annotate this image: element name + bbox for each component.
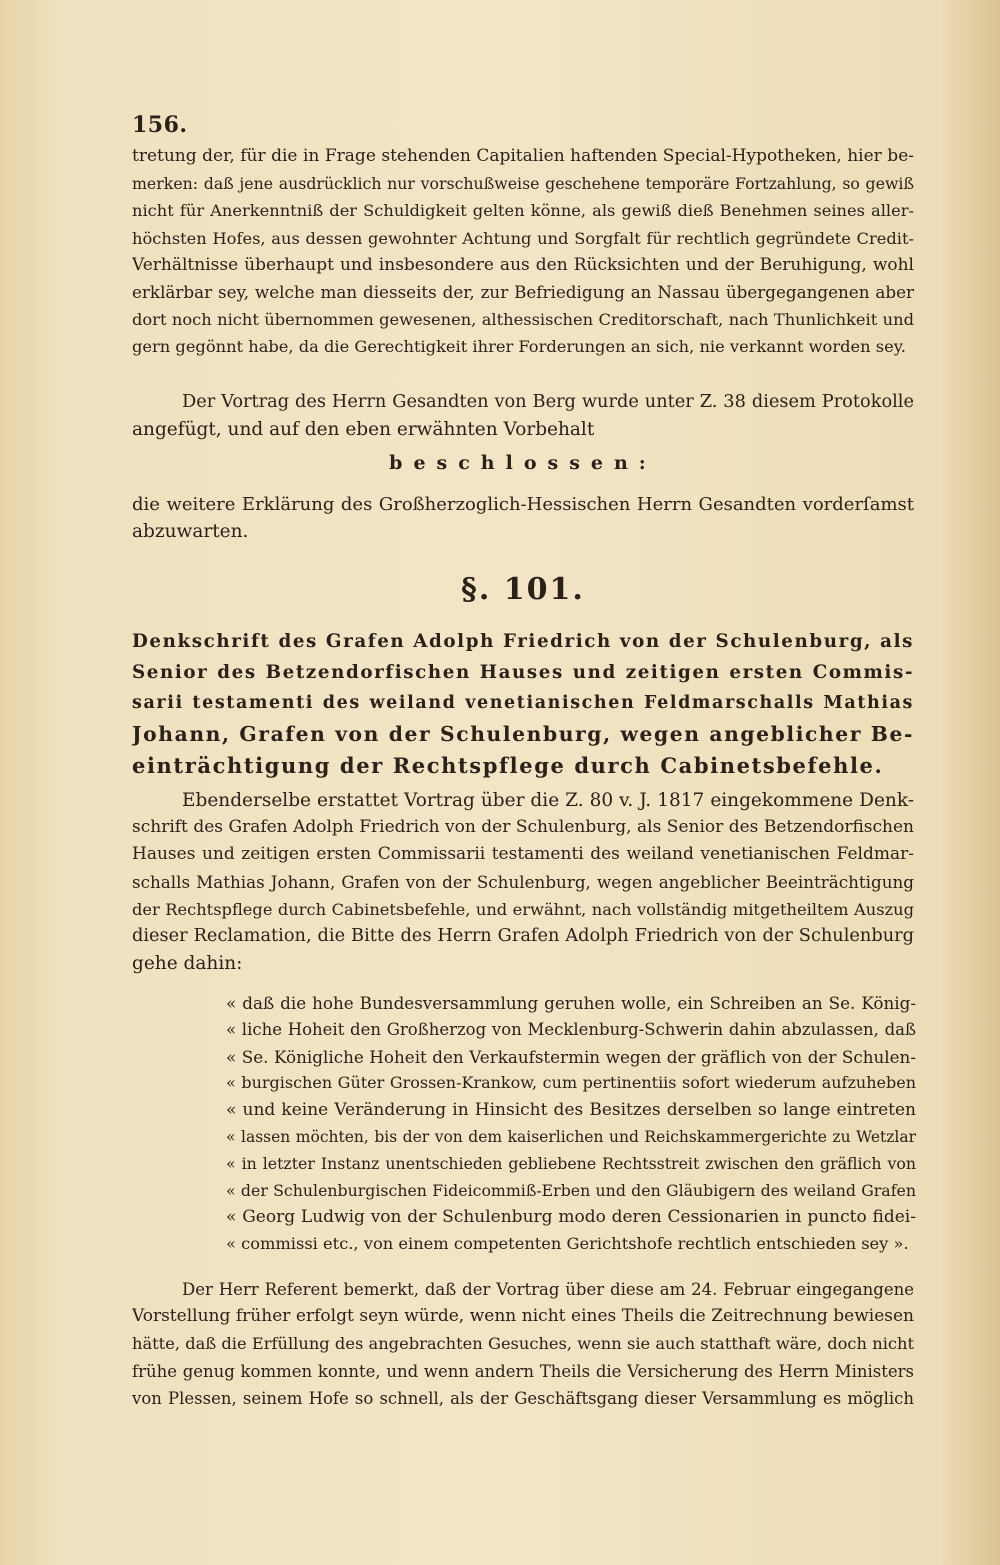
quote-line: « burgischen Güter Grossen-Krankow, cum pertinentiis sofort wiederum aufzuheben	[226, 1073, 916, 1093]
heading-line: Johann, Grafen von der Schulenburg, wegen angeblicher Be-	[132, 722, 914, 746]
text-line: schalls Mathias Johann, Grafen von der Schulenburg, wegen angeblicher Beeinträchtigung	[132, 871, 914, 892]
heading-line: einträchtigung der Rechtspflege durch Cabinetsbefehle.	[132, 753, 884, 778]
text-line: Vorstellung früher erfolgt seyn würde, wenn nicht eines Theils die Zeitrechnung bewiesen	[132, 1306, 914, 1327]
text-line: Verhältnisse überhaupt und insbesondere aus den Rücksichten und der Beruhigung, wohl	[132, 254, 914, 275]
text-line: Der Vortrag des Herrn Gesandten von Berg wurde unter Z. 38 diesem Protokolle	[182, 392, 914, 412]
text-line: gern gegönnt habe, da die Gerechtigkeit ihrer Forderungen an sich, nie verkannt worden sey.	[132, 337, 906, 357]
paragraph-resolution	[132, 491, 914, 545]
paragraph-continuation	[132, 143, 914, 361]
text-line: dort noch nicht übernommen gewesenen, althessischen Creditorschaft, nach Thunlichkeit und	[132, 310, 914, 330]
section-number: §. 101.	[461, 572, 585, 607]
text-line: merken: daß jene ausdrücklich nur vorschußweise geschehene temporäre Fortzahlung, so gewiß	[132, 174, 914, 194]
text-line: nicht für Anerkenntniß der Schuldigkeit gelten könne, als gewiß dieß Benehmen seines aller-	[132, 201, 914, 221]
paragraph-protocol	[132, 389, 914, 443]
text-line: hätte, daß die Erfüllung des angebrachten Gesuches, wenn sie auch statthaft wäre, doch nicht	[132, 1334, 914, 1354]
heading-line: Senior des Betzendorfischen Hauses und zeitigen ersten Commis-	[132, 662, 914, 683]
page-number: 156.	[132, 112, 188, 138]
text-line: gehe dahin:	[132, 953, 243, 975]
quote-line: « in letzter Instanz unentschieden gebliebene Rechtsstreit zwischen den gräflich von	[226, 1153, 916, 1173]
heading-line: Denkschrift des Grafen Adolph Friedrich von der Schulenburg, als	[132, 631, 914, 652]
text-line: Hauses und zeitigen ersten Commissarii testamenti des weiland venetianischen Feldmar-	[132, 844, 914, 865]
text-line: von Plessen, seinem Hofe so schnell, als der Geschäftsgang dieser Versammlung es möglich	[132, 1388, 914, 1408]
paragraph-referent	[132, 1276, 914, 1412]
quote-line: « liche Hoheit den Großherzog von Mecklenburg-Schwerin dahin abzulassen, daß	[226, 1019, 916, 1039]
text-line: schrift des Grafen Adolph Friedrich von der Schulenburg, als Senior des Betzendorfischen	[132, 817, 914, 838]
heading-line: sarii testamenti des weiland venetianischen Feldmarschalls Mathias	[132, 693, 914, 713]
quote-line: « daß die hohe Bundesversammlung geruhen wolle, ein Schreiben an Se. König-	[226, 993, 916, 1013]
text-line: tretung der, für die in Frage stehenden Capitalien haftenden Special-Hypotheken, hier be-	[132, 146, 914, 166]
text-line: Ebenderselbe erstattet Vortrag über die Z. 80 v. J. 1817 eingekommene Denk-	[182, 790, 914, 811]
quote-line: « lassen möchten, bis der von dem kaiserlichen und Reichskammergerichte zu Wetzlar	[226, 1127, 916, 1146]
text-line: dieser Reclamation, die Bitte des Herrn Grafen Adolph Friedrich von der Schulenburg	[132, 926, 914, 947]
text-line: frühe genug kommen konnte, und wenn andern Theils die Versicherung des Herrn Ministers	[132, 1361, 914, 1381]
quote-line: « Se. Königliche Hoheit den Verkaufstermin wegen der gräflich von der Schulen-	[226, 1046, 916, 1067]
text-line: Der Herr Referent bemerkt, daß der Vortrag über diese am 24. Februar eingegangene	[182, 1280, 914, 1299]
quote-line: « und keine Veränderung in Hinsicht des Besitzes derselben so lange eintreten	[226, 1100, 916, 1121]
quote-line: « Georg Ludwig von der Schulenburg modo deren Cessionarien in puncto fidei-	[226, 1207, 916, 1228]
text-line: höchsten Hofes, aus dessen gewohnter Achtung und Sorgfalt für rechtlich gegründete Credit-	[132, 228, 914, 248]
quote-line: « der Schulenburgischen Fideicommiß-Erben und den Gläubigern des weiland Grafen	[226, 1180, 916, 1200]
section-heading	[132, 626, 914, 781]
text-line: die weitere Erklärung des Großherzoglich-Hessischen Herrn Gesandten vorderſamst	[132, 494, 914, 515]
quote-line: « commissi etc., von einem competenten Gerichtshofe rechtlich entschieden sey ».	[226, 1234, 909, 1254]
text-line: abzuwarten.	[132, 521, 249, 543]
resolution-word: beschlossen:	[389, 452, 657, 474]
paragraph-report	[132, 787, 914, 977]
text-line: erklärbar sey, welche man diesseits der, zur Befriedigung an Nassau übergegangenen aber	[132, 282, 914, 303]
text-line: der Rechtspflege durch Cabinetsbefehle, und erwähnt, nach vollständig mitgetheiltem Auszug	[132, 899, 914, 919]
quoted-petition	[226, 990, 916, 1258]
text-line: angefügt, und auf den eben erwähnten Vorbehalt	[132, 419, 595, 441]
